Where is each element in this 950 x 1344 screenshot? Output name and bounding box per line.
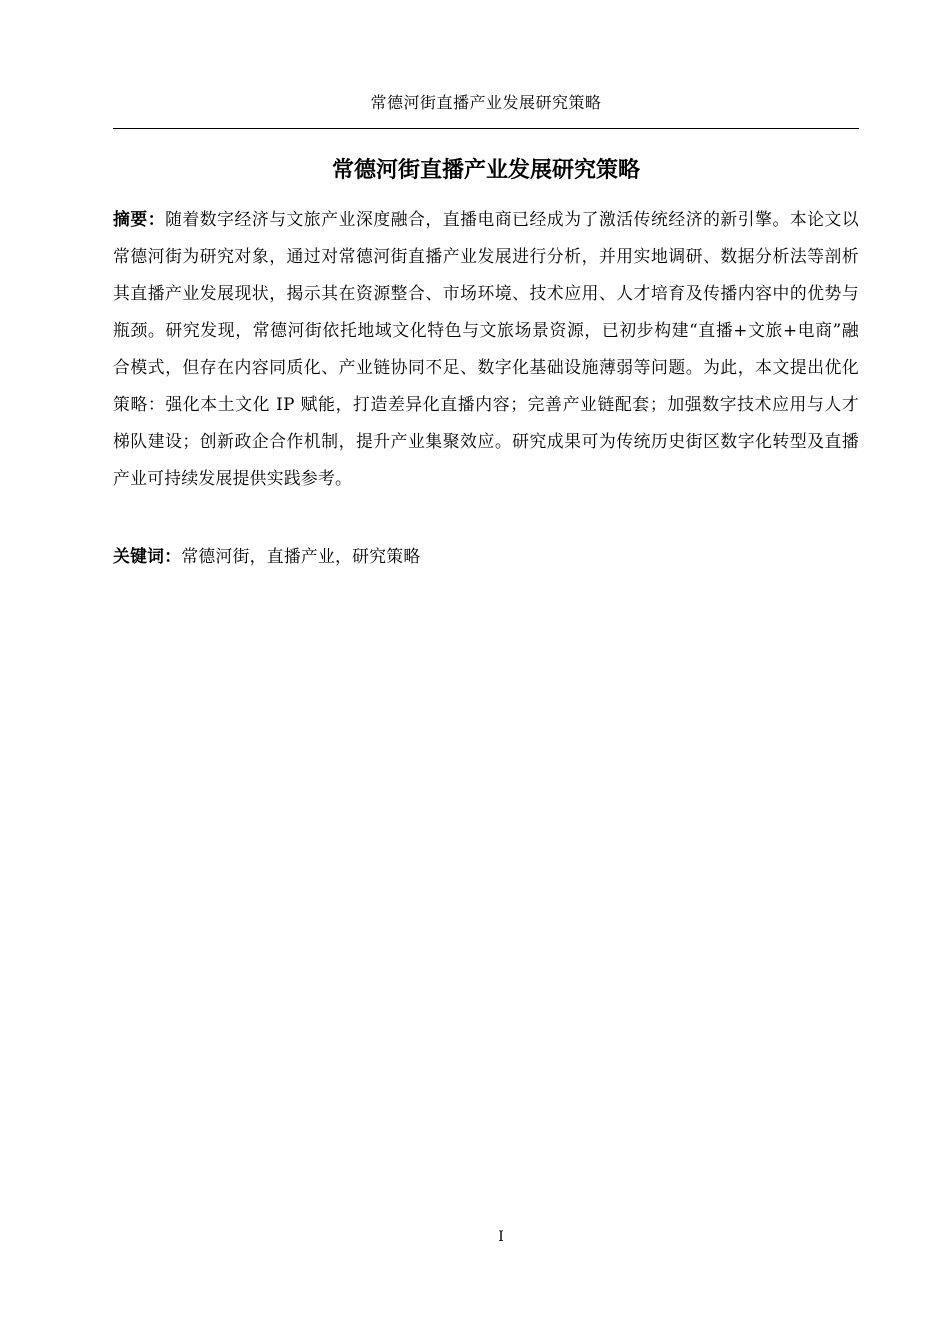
- header-divider: [113, 128, 859, 129]
- abstract-label: 摘要：: [113, 209, 166, 229]
- abstract-text: 随着数字经济与文旅产业深度融合，直播电商已经成为了激活传统经济的新引擎。本论文以常德河街为研究对象，通过对常德河街直播产业发展进行分析，并用实地调研、数据分析法等剖析其直播产业发展现状，揭示其在资源整合、市场环境、技术应用、人才培育及传播内容中的优势与瓶颈。研究发现，常德河街依托地域文化特色与文旅场景资源，已初步构建“直播+文旅+电商”融合模式，但存在内容同质化、产业链协同不足、数字化基础设施薄弱等问题。为此，本文提出优化策略：强化本土文化 IP 赋能，打造差异化直播内容；完善产业链配套；加强数字技术应用与人才梯队建设；创新政企合作机制，提升产业集聚效应。研究成果可为传统历史街区数字化转型及直播产业可持续发展提供实践参考。: [113, 209, 859, 488]
- document-title: 常德河街直播产业发展研究策略: [331, 158, 640, 183]
- page-number: I: [498, 1229, 504, 1245]
- keywords-text: 常德河街，直播产业，研究策略: [181, 546, 421, 566]
- abstract-paragraph: [113, 201, 859, 497]
- keywords-label: 关键词：: [113, 546, 182, 566]
- keywords-paragraph: [113, 538, 859, 575]
- running-header: 常德河街直播产业发展研究策略: [370, 93, 602, 112]
